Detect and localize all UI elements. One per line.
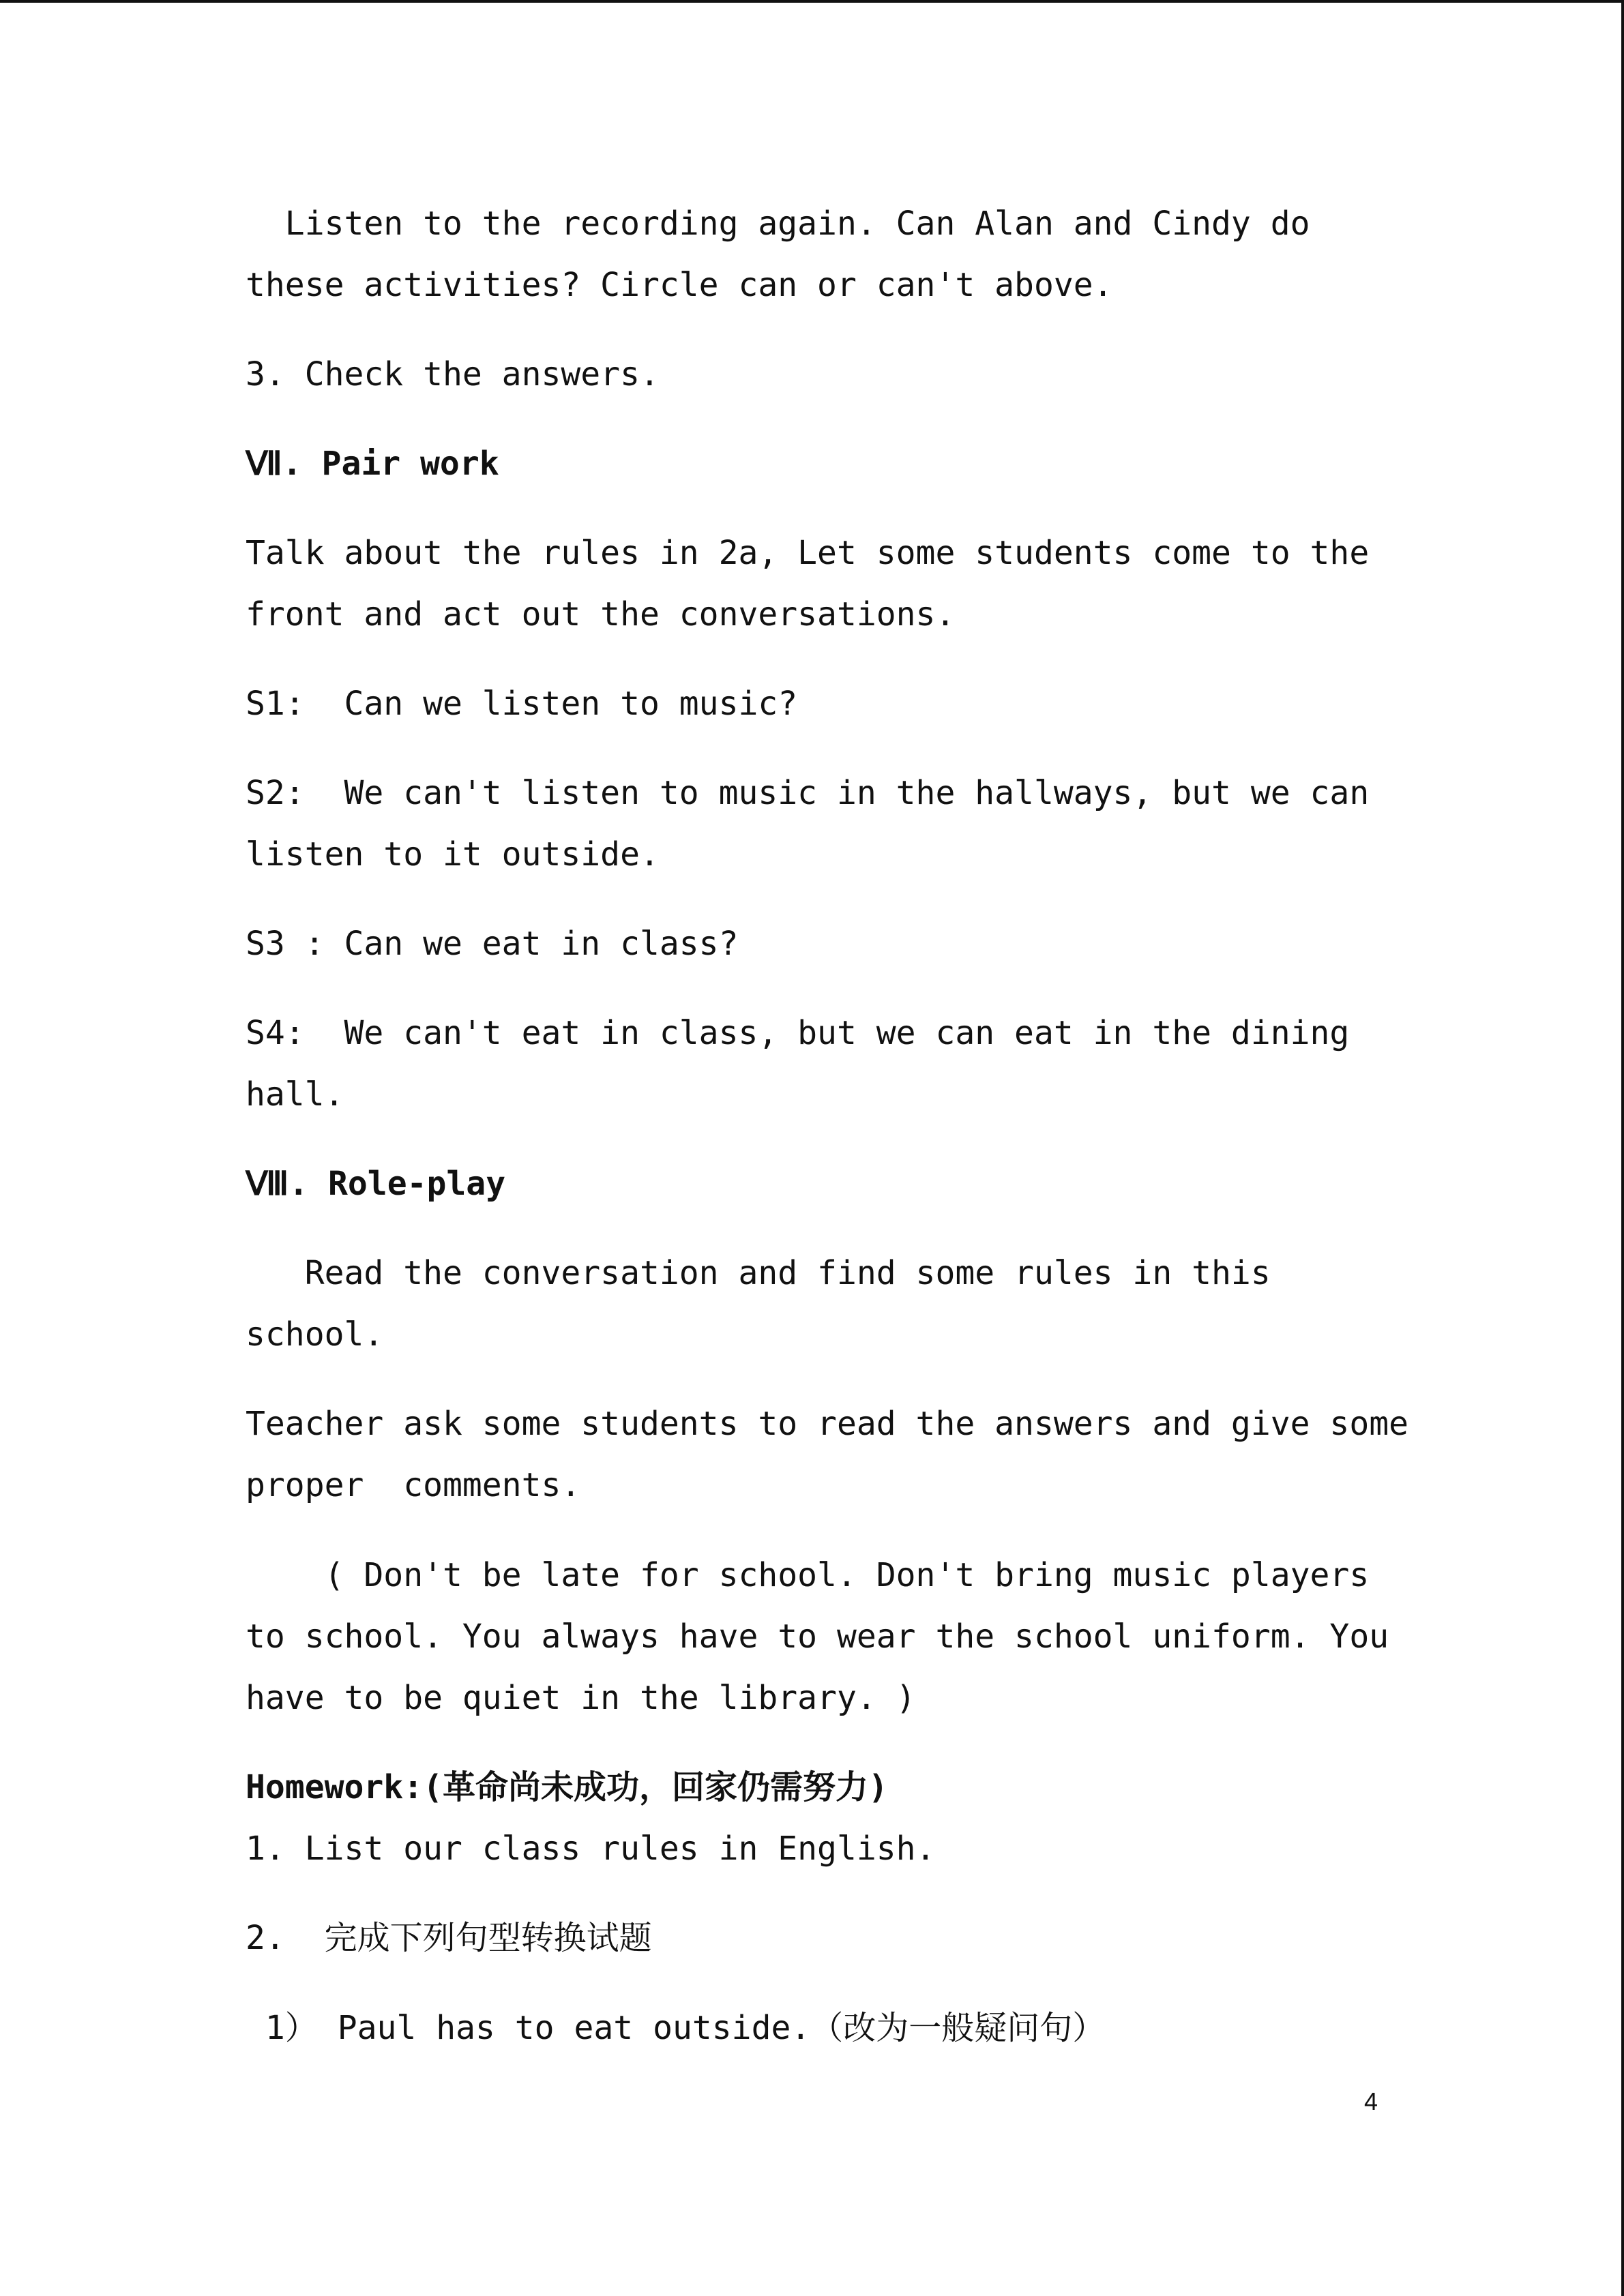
read-instruction-line-2: school. [246,1315,384,1354]
top-border [0,0,1624,3]
homework-heading: Homework:(革命尚未成功，回家仍需努力) [246,1768,888,1806]
rules-list-line-3: have to be quiet in the library. ) [246,1679,916,1717]
rules-list-line-1: ( Don't be late for school. Don't bring music players [246,1556,1370,1594]
read-instruction-line-1: Read the conversation and find some rules in this [246,1254,1271,1292]
teacher-instruction-line-2: proper comments. [246,1466,581,1504]
listen-instruction-line-1: Listen to the recording again. Can Alan and Cindy do [246,205,1310,243]
listen-instruction-line-2: these activities? Circle can or can't above. [246,266,1113,304]
talk-instruction-line-1: Talk about the rules in 2a, Let some students come to the [246,534,1370,572]
homework-item-1: 1. List our class rules in English. [246,1830,936,1868]
teacher-instruction-line-1: Teacher ask some students to read the answers and give some [246,1405,1409,1443]
dialogue-s3: S3 : Can we eat in class? [246,925,739,963]
dialogue-s1: S1: Can we listen to music? [246,685,798,723]
check-answers-step: 3. Check the answers. [246,355,660,393]
dialogue-s2-line-2: listen to it outside. [246,835,660,874]
pair-work-heading: Ⅶ. Pair work [246,445,499,483]
exercise-item-1: 1） Paul has to eat outside.（改为一般疑问句） [246,2009,1106,2047]
dialogue-s2-line-1: S2: We can't listen to music in the hallways, but we can [246,774,1370,812]
dialogue-s4-line-1: S4: We can't eat in class, but we can eat in the dining [246,1014,1350,1052]
dialogue-s4-line-2: hall. [246,1075,344,1114]
page-number: 4 [1364,2087,1378,2115]
talk-instruction-line-2: front and act out the conversations. [246,595,956,633]
homework-item-2: 2. 完成下列句型转换试题 [246,1919,652,1957]
role-play-heading: Ⅷ. Role-play [246,1165,506,1203]
rules-list-line-2: to school. You always have to wear the school uniform. You [246,1617,1389,1656]
right-border [1621,0,1624,2296]
